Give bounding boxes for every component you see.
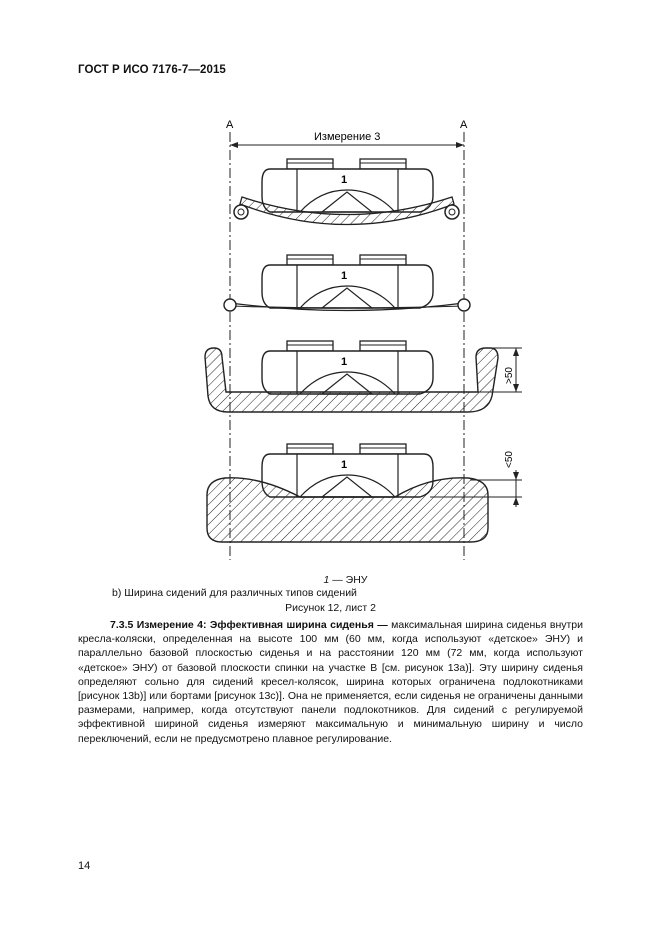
pin-left-icon — [224, 299, 236, 311]
figure-subcaption: b) Ширина сидений для различных типов сидений — [112, 587, 357, 599]
svg-text:1: 1 — [341, 356, 348, 368]
seat-variant-flat-sling — [224, 255, 470, 311]
svg-text:1: 1 — [341, 270, 348, 282]
section-body: максимальная ширина сиденья внутри кресла-коляски, определенная на высоте 100 мм (60 мм, когда используют «детское» ЭНУ) и параллельно базовой плоскостью сиденья и на расстоянии 120 мм (72 мм, когда используют «детское» ЭНУ) от базовой плоскости спинки на участке В [см. рисунок 13а)]. Эту ширину сиденья определяют сольно для сидений кресел-колясок, ширина которых ограничена подлокотниками [рисунок 13b)] или бортами [рисунок 13с)]. Она не применяется, если сиденья не ограничены данными размерами, например, когда отсутствуют панели подлокотников. Для сидений с регулируемой эффективной шириной сиденья измеряют максимальную и минимальную ширину и число переключений, если не предусмотрено плавное регулирование. — [78, 619, 584, 745]
section-heading: 7.3.5 Измерение 4: Эффективная ширина сиденья — — [110, 619, 388, 631]
dim-upper-label: >50 — [504, 367, 515, 384]
figure-legend — [0, 574, 661, 586]
arrow-right-icon — [456, 142, 464, 148]
pin-right-icon — [458, 299, 470, 311]
roller-right-icon — [445, 205, 459, 219]
seat-variant-cushion — [207, 444, 522, 542]
label-a-left: A — [226, 119, 234, 131]
dim-lower-label: <50 — [504, 451, 515, 468]
label-a-right: A — [460, 119, 468, 131]
legend-number: 1 — [323, 574, 330, 586]
svg-text:1: 1 — [341, 459, 348, 471]
figure-title: Рисунок 12, лист 2 — [285, 602, 376, 614]
arrow-left-icon — [230, 142, 238, 148]
seat-variant-sling-rollers — [234, 159, 459, 225]
legend-text: — ЭНУ — [329, 574, 368, 586]
svg-text:1: 1 — [341, 174, 348, 186]
section-paragraph — [78, 618, 583, 746]
measurement-3-label: Измерение 3 — [314, 131, 381, 143]
seat-variant-tray — [205, 341, 522, 412]
document-header: ГОСТ Р ИСО 7176-7—2015 — [78, 64, 226, 76]
roller-left-icon — [234, 205, 248, 219]
page-number: 14 — [78, 860, 91, 872]
